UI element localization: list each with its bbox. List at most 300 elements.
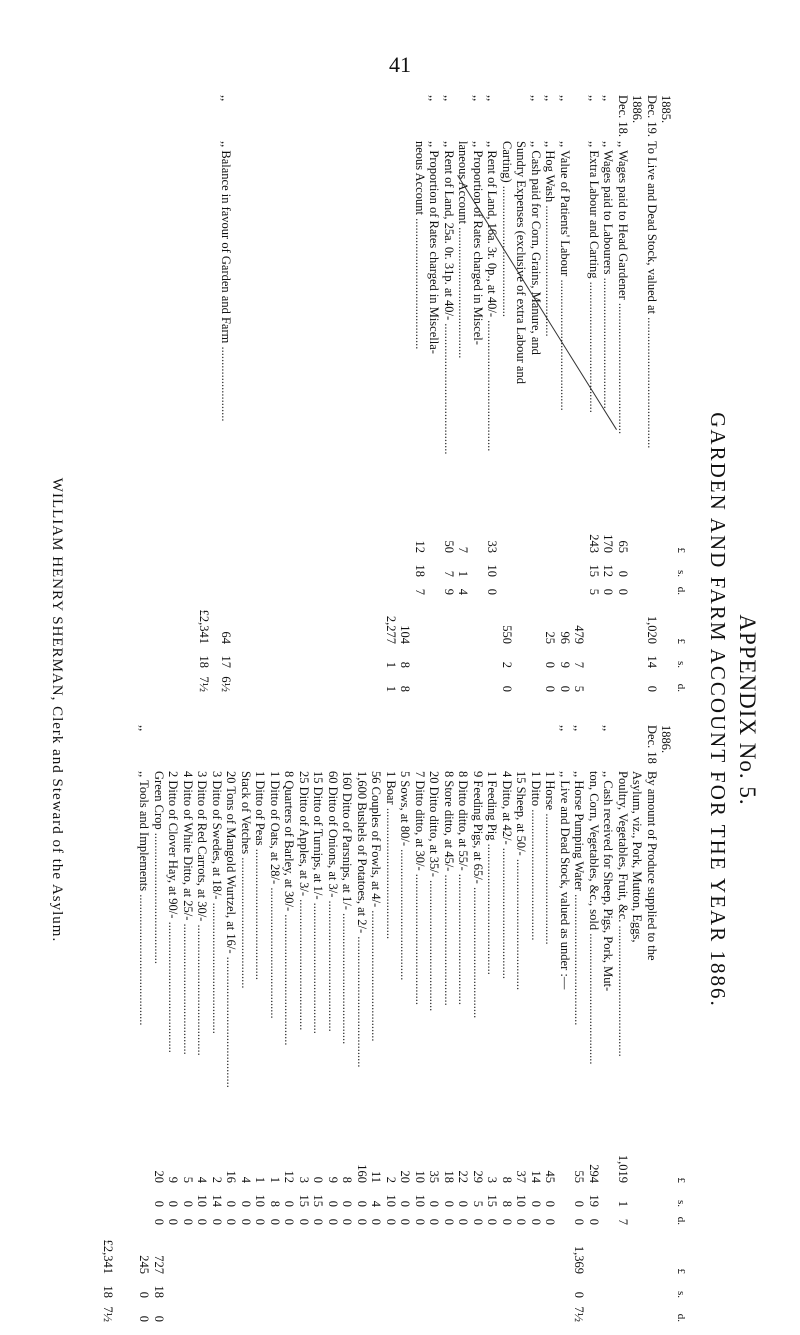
credit-date: 1886. [659, 725, 674, 754]
credit-item-pence: 0 [384, 1218, 398, 1225]
credit-item-pence: 0 [398, 1218, 413, 1225]
debit-item-pence: 9 [442, 588, 456, 595]
debit-date: Dec. 18. [616, 95, 630, 137]
debit-item-shillings: 18 [413, 564, 427, 577]
debit-item-pence: 0 [616, 588, 630, 595]
credit-item-pounds: 5 [181, 1176, 195, 1183]
credit-item-pence: 0 [587, 1218, 601, 1225]
debit-desc: neous Account .......................................... [413, 141, 427, 350]
credit-item-pounds: 160 [355, 1164, 369, 1183]
credit-item-pounds: 20 [152, 1170, 166, 1183]
debit-total-pence: 8 [398, 685, 413, 692]
credit-row [224, 725, 239, 1325]
debit-total-pounds: 96 [558, 631, 572, 644]
credit-date: ,, [572, 725, 587, 732]
credit-desc: Stack of Vetches .......................................... [239, 771, 253, 989]
credit-item-shillings: 10 [514, 1194, 529, 1207]
credit-row [282, 725, 297, 1325]
debit-date: 1885. [659, 95, 674, 124]
credit-item-pence: 0 [543, 1218, 558, 1225]
credit-item-shillings: 15 [311, 1194, 326, 1207]
credit-header-total-l: £ [675, 1268, 687, 1274]
credit-row [442, 725, 457, 1325]
credit-item-pence: 0 [195, 1218, 210, 1225]
credit-item-pence: 0 [311, 1218, 326, 1225]
credit-total-pounds: 1,369 [572, 1245, 587, 1274]
credit-desc: ,, Cash received for Sheep, Pigs, Pork, Mut- [601, 771, 616, 992]
credit-row [398, 725, 413, 1325]
credit-item-pence: 0 [282, 1218, 297, 1225]
debit-total-pence: 0 [543, 685, 558, 692]
debit-desc: Sundry Expenses (exclusive of extra Labour and [514, 141, 529, 384]
credit-item-pounds: 14 [529, 1170, 543, 1183]
debit-currency-header [674, 95, 689, 695]
debit-total-pounds: 1,020 [645, 615, 659, 644]
credit-row [413, 725, 428, 1325]
credit-item-pounds: 9 [166, 1176, 181, 1183]
debit-item-pence: 5 [587, 588, 601, 595]
debit-total-shillings: 8 [398, 661, 413, 668]
debit-desc: ,, Extra Labour and Carting .......................................... [587, 141, 601, 413]
credit-date: Dec. 18 [645, 725, 659, 764]
credit-item-shillings: 0 [572, 1200, 587, 1207]
credit-row [311, 725, 326, 1325]
debit-total-pence: 0 [645, 685, 659, 692]
balance-s: 17 [219, 655, 234, 668]
credit-desc: 1 Ditto .......................................... [529, 771, 543, 941]
debit-row [471, 95, 486, 695]
credit-row [587, 725, 602, 1325]
debit-date: ,, [485, 95, 500, 102]
credit-item-pounds: 45 [543, 1170, 558, 1183]
balance-l: 64 [219, 631, 234, 644]
credit-desc: 25 Ditto of Apples, at 3/- .......................................... [297, 771, 311, 1031]
debit-desc: ,, Proportion of Rates charged in Miscel- [471, 141, 485, 345]
credit-total-shillings: 0 [137, 1291, 152, 1298]
credit-item-pence: 0 [224, 1218, 239, 1225]
debit-item-pounds: 65 [616, 540, 630, 553]
credit-item-shillings: 0 [282, 1200, 297, 1207]
credit-row [558, 725, 573, 1325]
debit-row [601, 95, 616, 695]
credit-desc: 56 Couples of Fowls, at 4/- .......................................... [369, 771, 384, 1042]
credit-row [630, 725, 645, 1325]
credit-row [355, 725, 370, 1325]
credit-item-shillings: 1 [616, 1200, 630, 1207]
debit-desc: ,, Proportion of Rates charged in Miscella- [427, 141, 442, 354]
debit-total-l: £2,341 [197, 609, 211, 644]
credit-desc: 9 Feeding Pigs, at 65/- .......................................... [471, 771, 485, 1019]
debit-item-pounds: 12 [413, 540, 427, 553]
credit-desc: 1 Ditto of Peas .......................................... [253, 771, 268, 981]
credit-row [166, 725, 181, 1325]
credit-item-shillings: 15 [297, 1194, 311, 1207]
debit-total-pounds: 25 [543, 631, 558, 644]
credit-item-pounds: 3 [485, 1176, 500, 1183]
credit-row [253, 725, 268, 1325]
debit-desc: ,, Rent of Land, 25a. 0r. 31p. at 40/- .......................................... [442, 141, 456, 455]
credit-item-pence: 0 [442, 1218, 456, 1225]
debit-row [630, 95, 645, 695]
credit-item-shillings: 4 [369, 1200, 384, 1207]
debit-total-d: 7½ [197, 676, 211, 692]
credit-row [340, 725, 355, 1325]
credit-item-shillings: 15 [485, 1194, 500, 1207]
credit-item-shillings: 8 [500, 1200, 514, 1207]
credit-item-shillings: 0 [442, 1200, 456, 1207]
debit-row [645, 95, 660, 695]
debit-date: ,, [543, 95, 558, 102]
debit-item-shillings: 0 [616, 570, 630, 577]
credit-header-d: d. [675, 1216, 687, 1225]
credit-item-pounds: 11 [369, 1170, 384, 1183]
credit-row [210, 725, 225, 1325]
debit-row [572, 95, 587, 695]
credit-desc: 20 Tons of Mangold Wurtzel, at 16/- .......................................... [224, 771, 239, 1088]
credit-desc: Asylum, viz., Pork, Mutton, Eggs, [630, 771, 645, 943]
debit-item-pounds: 170 [601, 534, 616, 553]
credit-item-pounds: 4 [195, 1176, 210, 1183]
debit-item-pence: 0 [601, 588, 616, 595]
credit-total-pence: 7½ [572, 1306, 587, 1322]
page-number: 41 [389, 52, 411, 77]
credit-item-pounds: 37 [514, 1170, 529, 1183]
credit-item-shillings: 0 [326, 1200, 340, 1207]
credit-row [369, 725, 384, 1325]
debit-desc: ,, Wages paid to Head Gardener .......................................... [616, 141, 630, 435]
credit-desc: 3 Ditto of Swedes, at 18/- .......................................... [210, 771, 224, 1034]
credit-item-pence: 7 [616, 1218, 630, 1225]
credit-item-pence: 0 [369, 1218, 384, 1225]
credit-row [181, 725, 196, 1325]
credit-item-pounds: 8 [500, 1176, 514, 1183]
credit-desc: 1 Feeding Pig .......................................... [485, 771, 500, 975]
debit-header-s: s. [675, 569, 687, 577]
credit-total-s: 18 [101, 1285, 115, 1298]
credit-item-pence: 0 [268, 1218, 282, 1225]
credit-item-pence: 0 [529, 1218, 543, 1225]
credit-row [471, 725, 486, 1325]
credit-desc: 1 Horse .......................................... [543, 771, 558, 945]
credit-total-pence: 0 [137, 1315, 152, 1322]
credit-total-row [101, 725, 116, 1325]
credit-row [152, 725, 167, 1325]
credit-desc: 8 Store ditto, at 45/- .......................................... [442, 771, 456, 1006]
debit-header-total-s: s. [675, 660, 687, 668]
debit-total-row [197, 95, 212, 695]
credit-side [101, 725, 689, 1325]
debit-row [558, 95, 573, 695]
credit-item-pence: 0 [514, 1218, 529, 1225]
balance-row [219, 95, 234, 695]
debit-total-pence: 1 [384, 685, 398, 692]
debit-total-s: 18 [197, 655, 211, 668]
credit-row [485, 725, 500, 1325]
credit-item-shillings: 0 [355, 1200, 369, 1207]
credit-row [659, 725, 674, 1325]
credit-date: ,, [601, 725, 616, 732]
credit-desc: 20 Ditto ditto, at 35/- .......................................... [427, 771, 442, 1012]
credit-row [601, 725, 616, 1325]
credit-row [195, 725, 210, 1325]
debit-item-pence: 4 [456, 588, 471, 595]
credit-total-d: 7½ [101, 1306, 115, 1322]
credit-item-shillings: 0 [543, 1200, 558, 1207]
credit-row [529, 725, 544, 1325]
debit-row [384, 95, 399, 695]
debit-item-pence: 7 [413, 588, 427, 595]
credit-item-shillings: 5 [471, 1200, 485, 1207]
credit-item-pounds: 35 [427, 1170, 442, 1183]
credit-item-shillings: 10 [413, 1194, 427, 1207]
credit-desc: ,, Horse Pumping Water .......................................... [572, 771, 587, 1026]
credit-item-shillings: 14 [210, 1194, 224, 1207]
debit-row [398, 95, 413, 695]
debit-total-pence: 0 [500, 685, 514, 692]
debit-row [659, 95, 674, 695]
credit-total-shillings: 0 [572, 1291, 587, 1298]
debit-desc: ,, Hog Wash .......................................... [543, 141, 558, 337]
credit-item-pounds: 294 [587, 1164, 601, 1183]
debit-item-pounds: 33 [485, 540, 500, 553]
debit-row [543, 95, 558, 695]
credit-row [326, 725, 341, 1325]
credit-total-l: £2,341 [101, 1239, 115, 1274]
credit-row [427, 725, 442, 1325]
credit-item-pounds: 3 [297, 1176, 311, 1183]
credit-item-pounds: 1,019 [616, 1154, 630, 1183]
credit-desc: ton, Corn, Vegetables, &c., sold .......................................... [587, 771, 601, 1065]
credit-total-pounds: 245 [137, 1255, 152, 1274]
credit-item-shillings: 0 [340, 1200, 355, 1207]
credit-total-pence: 0 [152, 1315, 166, 1322]
credit-item-pounds: 2 [210, 1176, 224, 1183]
debit-date: ,, [529, 95, 543, 102]
credit-item-pence: 0 [152, 1218, 166, 1225]
credit-desc: 2 Ditto of Clover Hay, at 90/- .......................................... [166, 771, 181, 1053]
credit-desc: 7 Ditto ditto, at 30/- .......................................... [413, 771, 427, 1006]
debit-desc: ,, Value of Patients' Labour .......................................... [558, 141, 572, 411]
credit-desc: 4 Ditto, at 42/- .......................................... [500, 771, 514, 979]
debit-side [197, 95, 689, 695]
credit-currency-header [674, 725, 689, 1325]
credit-header-s: s. [675, 1199, 687, 1207]
credit-item-pounds: 16 [224, 1170, 239, 1183]
credit-item-pounds: 8 [340, 1176, 355, 1183]
debit-item-pounds: 7 [456, 546, 471, 553]
debit-total-pounds: 104 [398, 625, 413, 644]
debit-rows [384, 95, 674, 695]
debit-item-shillings: 7 [442, 570, 456, 577]
credit-item-shillings: 0 [152, 1200, 166, 1207]
debit-total-pounds: 550 [500, 625, 514, 644]
debit-date: Dec. 19. [645, 95, 659, 137]
credit-item-pence: 0 [253, 1218, 268, 1225]
credit-desc: 1,600 Bushels of Potatoes, at 2/- .......................................... [355, 771, 369, 1068]
signature: WILLIAM HENRY SHERMAN, Clerk and Steward of the Asylum. [49, 477, 65, 943]
credit-item-pence: 0 [181, 1218, 195, 1225]
credit-item-shillings: 10 [195, 1194, 210, 1207]
balance-desc: ,, Balance in favour of Garden and Farm ........................ [219, 141, 234, 422]
debit-date: ,, [601, 95, 616, 102]
credit-item-pence: 0 [572, 1218, 587, 1225]
debit-item-pence: 0 [485, 588, 500, 595]
debit-row [514, 95, 529, 695]
credit-item-shillings: 0 [456, 1200, 471, 1207]
credit-desc: By amount of Produce supplied to the [645, 771, 659, 961]
debit-date: ,, [427, 95, 442, 102]
debit-total-shillings: 1 [384, 661, 398, 668]
debit-total-pence: 0 [558, 685, 572, 692]
credit-item-pounds: 12 [282, 1170, 297, 1183]
credit-item-pence: 0 [210, 1218, 224, 1225]
credit-header-total-d: d. [675, 1313, 687, 1322]
account-title: GARDEN AND FARM ACCOUNT FOR THE YEAR 1886. [706, 412, 730, 1008]
debit-date: ,, [587, 95, 601, 102]
credit-item-shillings: 0 [239, 1200, 253, 1207]
credit-total-shillings: 18 [152, 1285, 166, 1298]
credit-desc: ,, Live and Dead Stock, valued as under :— [558, 771, 572, 990]
credit-desc: Green Crop .......................................... [152, 771, 166, 965]
credit-item-pounds: 22 [456, 1170, 471, 1183]
debit-header-d: d. [675, 586, 687, 595]
debit-header-total-d: d. [675, 683, 687, 692]
credit-desc: 5 Sows, at 80/- .......................................... [398, 771, 413, 981]
debit-total-pounds: 2,277 [384, 615, 398, 644]
credit-row [514, 725, 529, 1325]
credit-row [137, 725, 152, 1325]
debit-total-shillings: 9 [558, 661, 572, 668]
account-sheet [40, 95, 760, 1325]
credit-item-pence: 0 [413, 1218, 427, 1225]
debit-row [616, 95, 631, 695]
debit-row [427, 95, 442, 695]
credit-item-pounds: 55 [572, 1170, 587, 1183]
credit-row [268, 725, 283, 1325]
credit-item-pence: 0 [340, 1218, 355, 1225]
debit-row [413, 95, 428, 695]
debit-desc: laneous Account .......................................... [456, 141, 471, 359]
credit-item-shillings: 0 [529, 1200, 543, 1207]
credit-rows [137, 725, 674, 1325]
credit-row [384, 725, 399, 1325]
credit-row [297, 725, 312, 1325]
debit-total-shillings: 14 [645, 655, 659, 668]
credit-desc: 1 Ditto of Oats, at 28/- .......................................... [268, 771, 282, 1019]
debit-date: 1886. [630, 95, 645, 124]
credit-row [572, 725, 587, 1325]
debit-item-pounds: 243 [587, 534, 601, 553]
debit-item-pounds: 50 [442, 540, 456, 553]
credit-item-shillings: 10 [253, 1194, 268, 1207]
debit-date: ,, [442, 95, 456, 102]
credit-desc: ,, Tools and Implements .......................................... [137, 771, 152, 1026]
credit-item-pounds: 20 [398, 1170, 413, 1183]
debit-header-total-l: £ [675, 638, 687, 644]
credit-desc: 1 Boar .......................................... [384, 771, 398, 940]
credit-item-shillings: 0 [398, 1200, 413, 1207]
credit-item-pounds: 1 [268, 1176, 282, 1183]
credit-desc: 8 Quarters of Barley, at 30/- .......................................... [282, 771, 297, 1046]
debit-total-shillings: 7 [572, 661, 587, 668]
debit-date: ,, [558, 95, 572, 102]
debit-item-shillings: 15 [587, 564, 601, 577]
credit-desc: 3 Ditto of Red Carrots, at 30/- .......................................... [195, 771, 210, 1056]
credit-item-pounds: 29 [471, 1170, 485, 1183]
debit-item-shillings: 12 [601, 564, 616, 577]
credit-desc: Poultry, Vegetables, Fruit, &c. .......................................... [616, 771, 630, 1057]
debit-total-pence: 5 [572, 685, 587, 692]
debit-total-shillings: 0 [543, 661, 558, 668]
debit-header-l: £ [675, 547, 687, 553]
credit-item-shillings: 0 [427, 1200, 442, 1207]
credit-item-pence: 0 [166, 1218, 181, 1225]
credit-item-pounds: 4 [239, 1176, 253, 1183]
credit-item-shillings: 0 [181, 1200, 195, 1207]
debit-row [500, 95, 515, 695]
debit-desc: ,, Wages paid to Labourers .......................................... [601, 141, 616, 409]
credit-row [239, 725, 254, 1325]
credit-row [645, 725, 660, 1325]
debit-row [485, 95, 500, 695]
balance-d: 6½ [219, 676, 234, 692]
credit-item-pence: 0 [471, 1218, 485, 1225]
credit-total-pounds: 727 [152, 1255, 166, 1274]
credit-desc: 15 Ditto of Turnips, at 1/- .......................................... [311, 771, 326, 1034]
debit-total-pounds: 479 [572, 625, 587, 644]
credit-item-pence: 0 [239, 1218, 253, 1225]
appendix-title: APPENDIX No. 5. [735, 614, 760, 806]
credit-item-pence: 0 [456, 1218, 471, 1225]
credit-item-pence: 0 [485, 1218, 500, 1225]
credit-desc: 160 Ditto of Parsnips, at 1/- .......................................... [340, 771, 355, 1045]
debit-desc: ,, Rent of Land, 16a. 3r. 0p., at 40/- .......................................... [485, 141, 500, 452]
credit-item-pence: 0 [326, 1218, 340, 1225]
credit-item-shillings: 0 [166, 1200, 181, 1207]
credit-desc: 8 Ditto ditto, at 55/- .......................................... [456, 771, 471, 1006]
credit-item-pounds: 1 [253, 1176, 268, 1183]
credit-item-shillings: 0 [224, 1200, 239, 1207]
credit-item-pence: 0 [355, 1218, 369, 1225]
credit-header-total-s: s. [675, 1290, 687, 1298]
credit-date: ,, [137, 725, 152, 732]
credit-row [456, 725, 471, 1325]
credit-item-pounds: 9 [326, 1176, 340, 1183]
credit-item-pence: 0 [427, 1218, 442, 1225]
credit-header-l: £ [675, 1177, 687, 1183]
credit-item-pounds: 18 [442, 1170, 456, 1183]
credit-item-pounds: 0 [311, 1176, 326, 1183]
balance-date: ,, [219, 95, 234, 102]
debit-desc: ,, Cash paid for Corn, Grains, Manure, and [529, 141, 543, 355]
debit-total-shillings: 2 [500, 661, 514, 668]
credit-date: ,, [558, 725, 572, 732]
credit-row [500, 725, 515, 1325]
debit-row [529, 95, 544, 695]
debit-desc: Carting) .......................................... [500, 141, 514, 318]
credit-item-pence: 0 [500, 1218, 514, 1225]
credit-item-pounds: 10 [413, 1170, 427, 1183]
credit-row [616, 725, 631, 1325]
debit-date: ,, [471, 95, 485, 102]
credit-item-pounds: 2 [384, 1176, 398, 1183]
credit-desc: 15 Sheep, at 50/- .......................................... [514, 771, 529, 991]
credit-item-pence: 0 [297, 1218, 311, 1225]
credit-desc: 60 Ditto of Onions, at 3/- .......................................... [326, 771, 340, 1032]
credit-row [543, 725, 558, 1325]
debit-item-shillings: 10 [485, 564, 500, 577]
credit-item-shillings: 8 [268, 1200, 282, 1207]
